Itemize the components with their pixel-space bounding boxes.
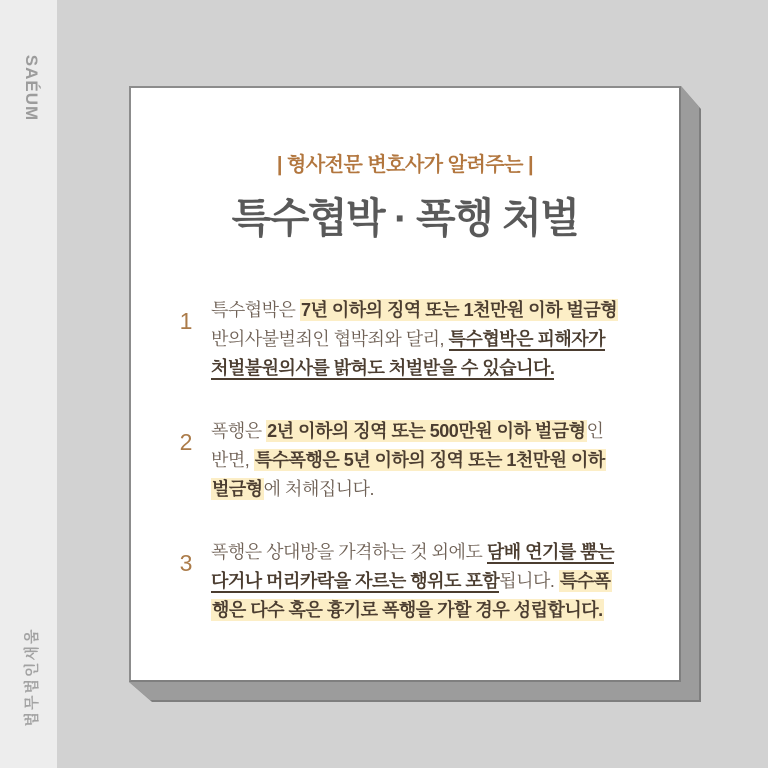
card [129, 86, 681, 682]
list-item [175, 538, 643, 625]
text-line [211, 538, 614, 567]
text-line [211, 417, 606, 446]
text-line [211, 296, 618, 325]
card-subtitle: | 형사전문 변호사가 알려주는 | [276, 154, 534, 176]
text-segment-normal: 됩니다. [499, 571, 559, 591]
list-item [175, 417, 643, 504]
text-segment-underline: 처벌불원의사를 밝혀도 처벌받을 수 있습니다. [211, 358, 555, 378]
text-line [211, 475, 606, 504]
text-segment-normal: 반의사불벌죄인 협박죄와 달리, [211, 329, 449, 349]
text-segment-highlight: 2년 이하의 징역 또는 500만원 이하 벌금형 [267, 421, 586, 441]
text-segment-underline: 특수협박은 피해자가 [448, 329, 606, 349]
text-segment-normal: 반면, [211, 450, 254, 470]
card-edge-right [681, 86, 699, 700]
text-line [211, 325, 618, 354]
text-segment-normal: 특수협박은 [211, 300, 300, 320]
card-edge-bottom [129, 682, 681, 700]
text-segment-normal: 인 [586, 421, 604, 441]
item-number: 3 [179, 550, 193, 576]
text-segment-normal: 폭행은 [211, 421, 267, 441]
brand-vertical-saeum: SAÉUM [22, 54, 41, 122]
text-segment-highlight: 7년 이하의 징역 또는 1천만원 이하 벌금형 [300, 300, 618, 320]
card-face [129, 86, 681, 682]
text-segment-highlight: 행은 다수 혹은 흉기로 폭행을 가할 경우 성립합니다. [212, 600, 603, 620]
items-list [131, 296, 679, 625]
item-text [211, 296, 618, 383]
text-segment-normal: 폭행은 상대방을 가격하는 것 외에도 [211, 542, 487, 562]
item-text [211, 417, 606, 504]
text-segment-highlight: 벌금형 [212, 479, 263, 499]
text-segment-underline: 다거나 머리카락을 자르는 행위도 포함 [211, 571, 500, 591]
text-line [211, 596, 614, 625]
item-text [211, 538, 614, 625]
list-item [175, 296, 643, 383]
text-segment-normal: 에 처해집니다. [263, 479, 375, 499]
text-segment-underline: 담배 연기를 뿜는 [486, 542, 615, 562]
card-title: 특수협박 · 폭행 처벌 [231, 195, 579, 241]
text-segment-highlight: 특수폭행은 5년 이하의 징역 또는 1천만원 이하 [254, 450, 605, 470]
brand-vertical-lawfirm: 법무법인새움 [23, 627, 41, 727]
text-segment-highlight: 특수폭 [559, 571, 611, 591]
text-line [211, 567, 614, 596]
item-number: 1 [179, 308, 193, 334]
item-number: 2 [179, 429, 193, 455]
text-line [211, 446, 606, 475]
text-line [211, 354, 618, 383]
